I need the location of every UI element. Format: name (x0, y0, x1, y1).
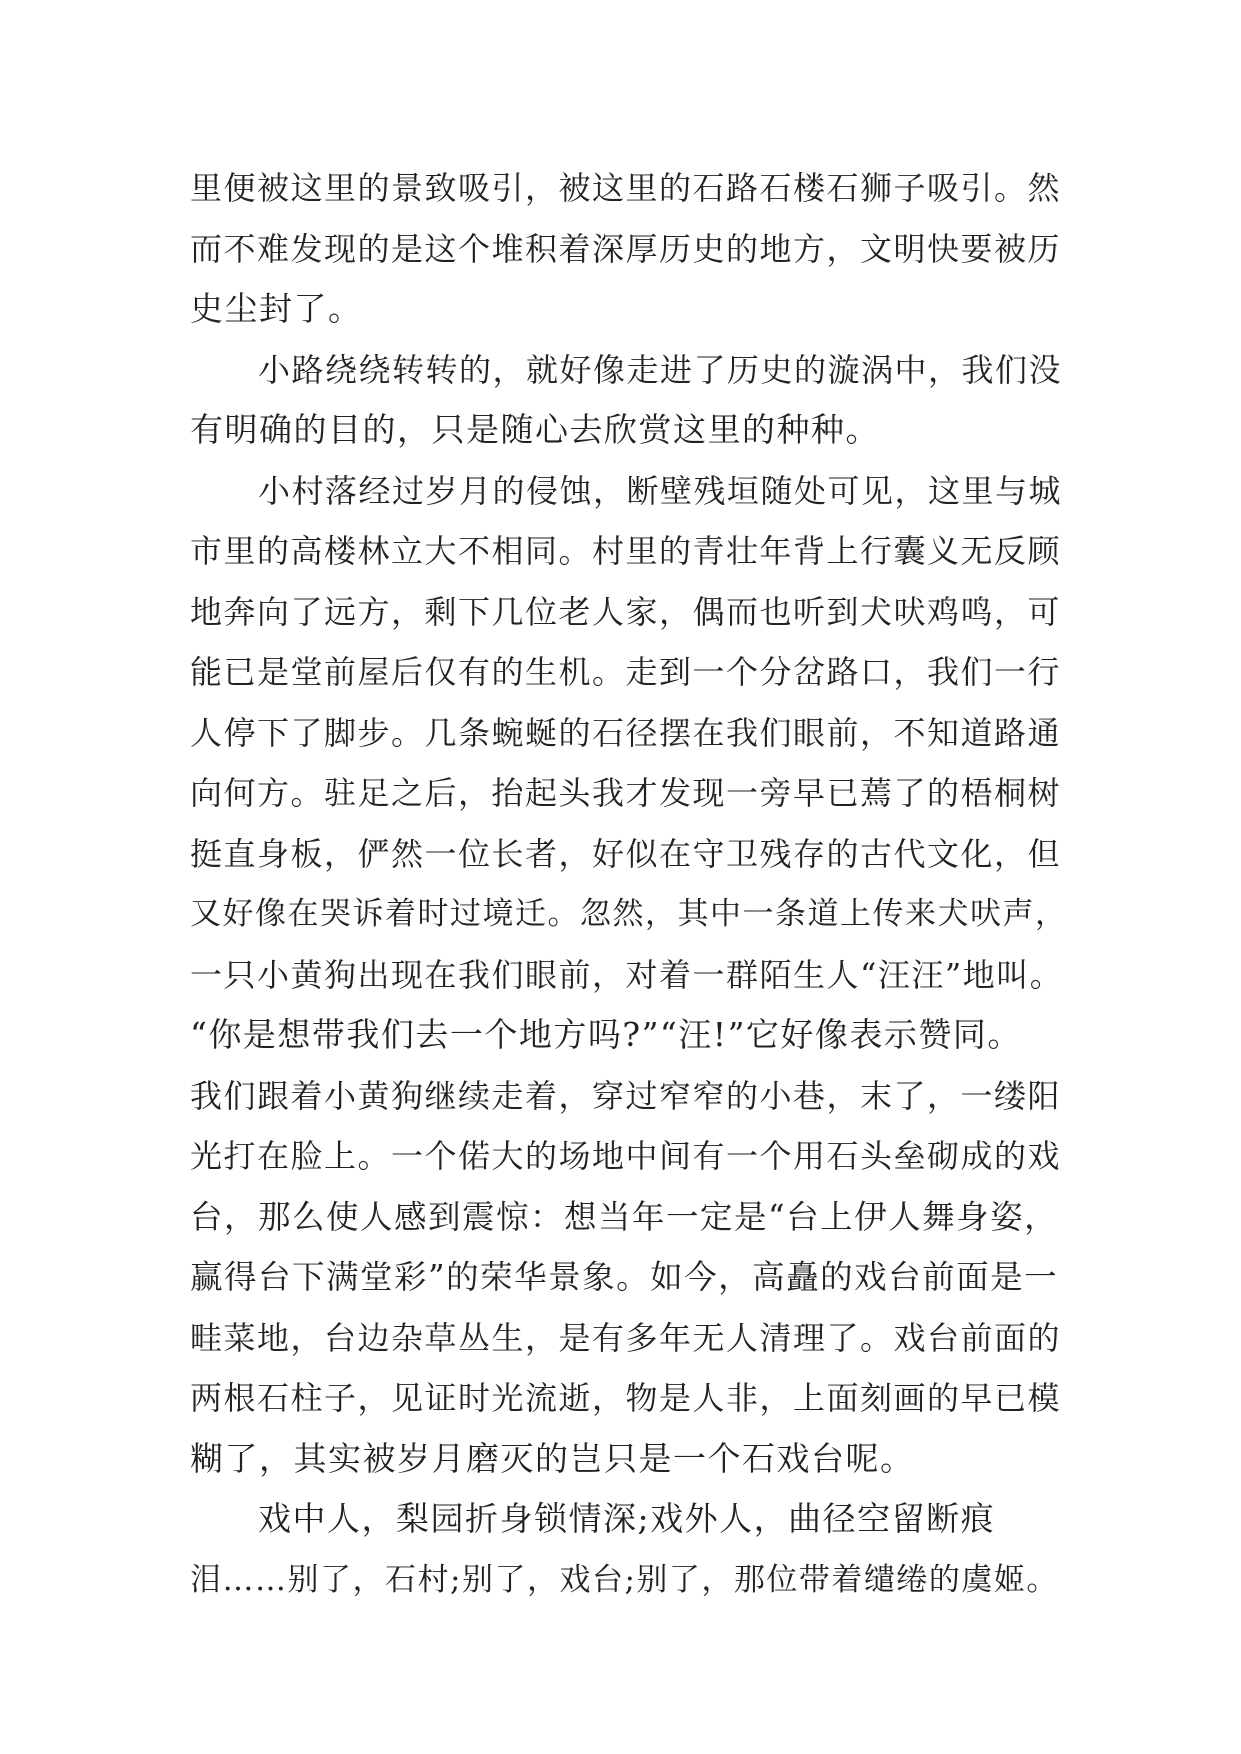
body-text (190, 158, 1070, 1610)
text-line: “你是想带我们去一个地方吗?”“汪!”它好像表示赞同。 (190, 1015, 1022, 1054)
text-line: 我们跟着小黄狗继续走着，穿过窄窄的小巷，末了，一缕阳 (190, 1076, 1062, 1115)
text-line: 小路绕绕转转的，就好像走进了历史的漩涡中，我们没 (258, 350, 1063, 389)
text-line: 市里的高楼林立大不相同。村里的青壮年背上行囊义无反顾 (190, 532, 1062, 570)
text-line: 一只小黄狗出现在我们眼前，对着一群陌生人“汪汪”地叫。 (190, 955, 1064, 994)
text-line: 向何方。驻足之后，抬起头我才发现一旁早已蔫了的梧桐树 (190, 774, 1062, 812)
text-line: 两根石柱子，见证时光流逝，物是人非，上面刻画的早已模 (190, 1379, 1062, 1417)
text-line: 小村落经过岁月的侵蚀，断壁残垣随处可见，这里与城 (258, 471, 1063, 510)
text-line: 糊了，其实被岁月磨灭的岂只是一个石戏台呢。 (190, 1438, 915, 1478)
text-line: 泪……别了，石村;别了，戏台;别了，那位带着缱绻的虞姬。 (190, 1561, 1059, 1598)
text-line: 光打在脸上。一个偌大的场地中间有一个用石头垒砌成的戏 (190, 1137, 1062, 1175)
text-line: 有明确的目的，只是随心去欣赏这里的种种。 (190, 410, 880, 449)
text-line: 人停下了脚步。几条蜿蜒的石径摆在我们眼前，不知道路通 (190, 713, 1062, 752)
text-line: 挺直身板，俨然一位长者，好似在守卫残存的古代文化，但 (190, 834, 1062, 873)
text-line: 地奔向了远方，剩下几位老人家，偶而也听到犬吠鸡鸣，可 (190, 592, 1062, 631)
text-line: 戏中人，梨园折身锁情深;戏外人，曲径空留断痕 (258, 1499, 996, 1538)
text-line: 赢得台下满堂彩”的荣华景象。如今，高矗的戏台前面是一 (190, 1258, 1059, 1296)
text-line: 而不难发现的是这个堆积着深厚历史的地方，文明快要被历 (190, 229, 1062, 268)
text-line: 史尘封了。 (190, 289, 363, 328)
text-line: 又好像在哭诉着时过境迁。忽然，其中一条道上传来犬吠声， (190, 896, 1068, 932)
text-line: 能已是堂前屋后仅有的生机。走到一个分岔路口，我们一行 (190, 653, 1062, 691)
text-line: 里便被这里的景致吸引，被这里的石路石楼石狮子吸引。然 (190, 169, 1062, 207)
text-line: 畦菜地，台边杂草丛生，是有多年无人清理了。戏台前面的 (190, 1318, 1062, 1357)
text-line: 台，那么使人感到震惊：想当年一定是“台上伊人舞身姿， (190, 1197, 1059, 1236)
